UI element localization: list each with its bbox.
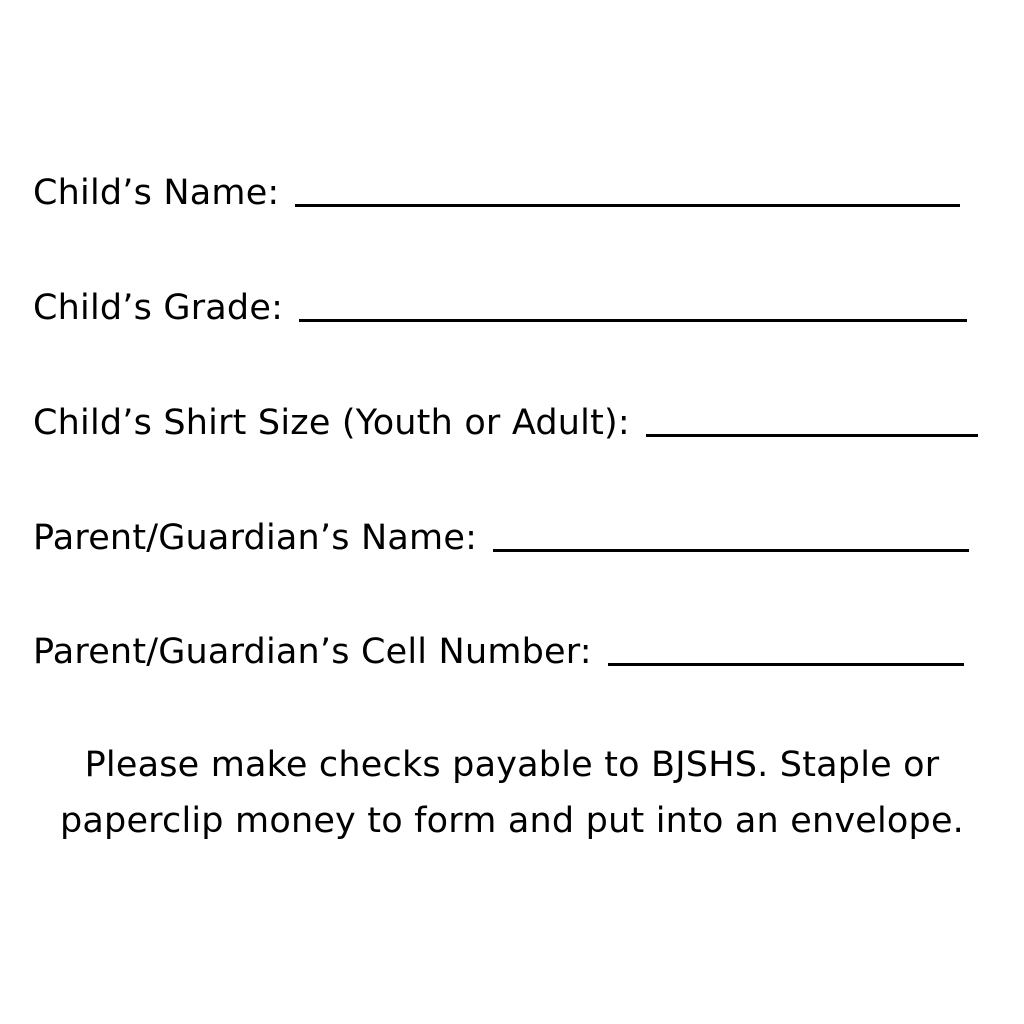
child-name-field	[33, 165, 960, 215]
guardian-cell-field	[33, 624, 964, 674]
child-grade-blank-line[interactable]	[299, 319, 967, 322]
guardian-cell-blank-line[interactable]	[608, 663, 964, 666]
child-name-label: Child’s Name:	[33, 173, 280, 213]
child-grade-label: Child’s Grade:	[33, 288, 284, 328]
guardian-cell-label: Parent/Guardian’s Cell Number:	[33, 632, 592, 672]
payment-instructions-line-1: Please make checks payable to BJSHS. Staple or	[84, 745, 940, 785]
guardian-name-blank-line[interactable]	[493, 549, 969, 552]
shirt-size-field	[33, 395, 978, 445]
payment-instructions-line-2: paperclip money to form and put into an envelope.	[59, 801, 965, 841]
child-grade-field	[33, 280, 967, 330]
shirt-size-blank-line[interactable]	[646, 434, 978, 437]
payment-instructions	[40, 737, 984, 849]
guardian-name-field	[33, 510, 969, 560]
child-name-blank-line[interactable]	[295, 204, 960, 207]
guardian-name-label: Parent/Guardian’s Name:	[33, 518, 478, 558]
shirt-size-label: Child’s Shirt Size (Youth or Adult):	[33, 403, 630, 443]
